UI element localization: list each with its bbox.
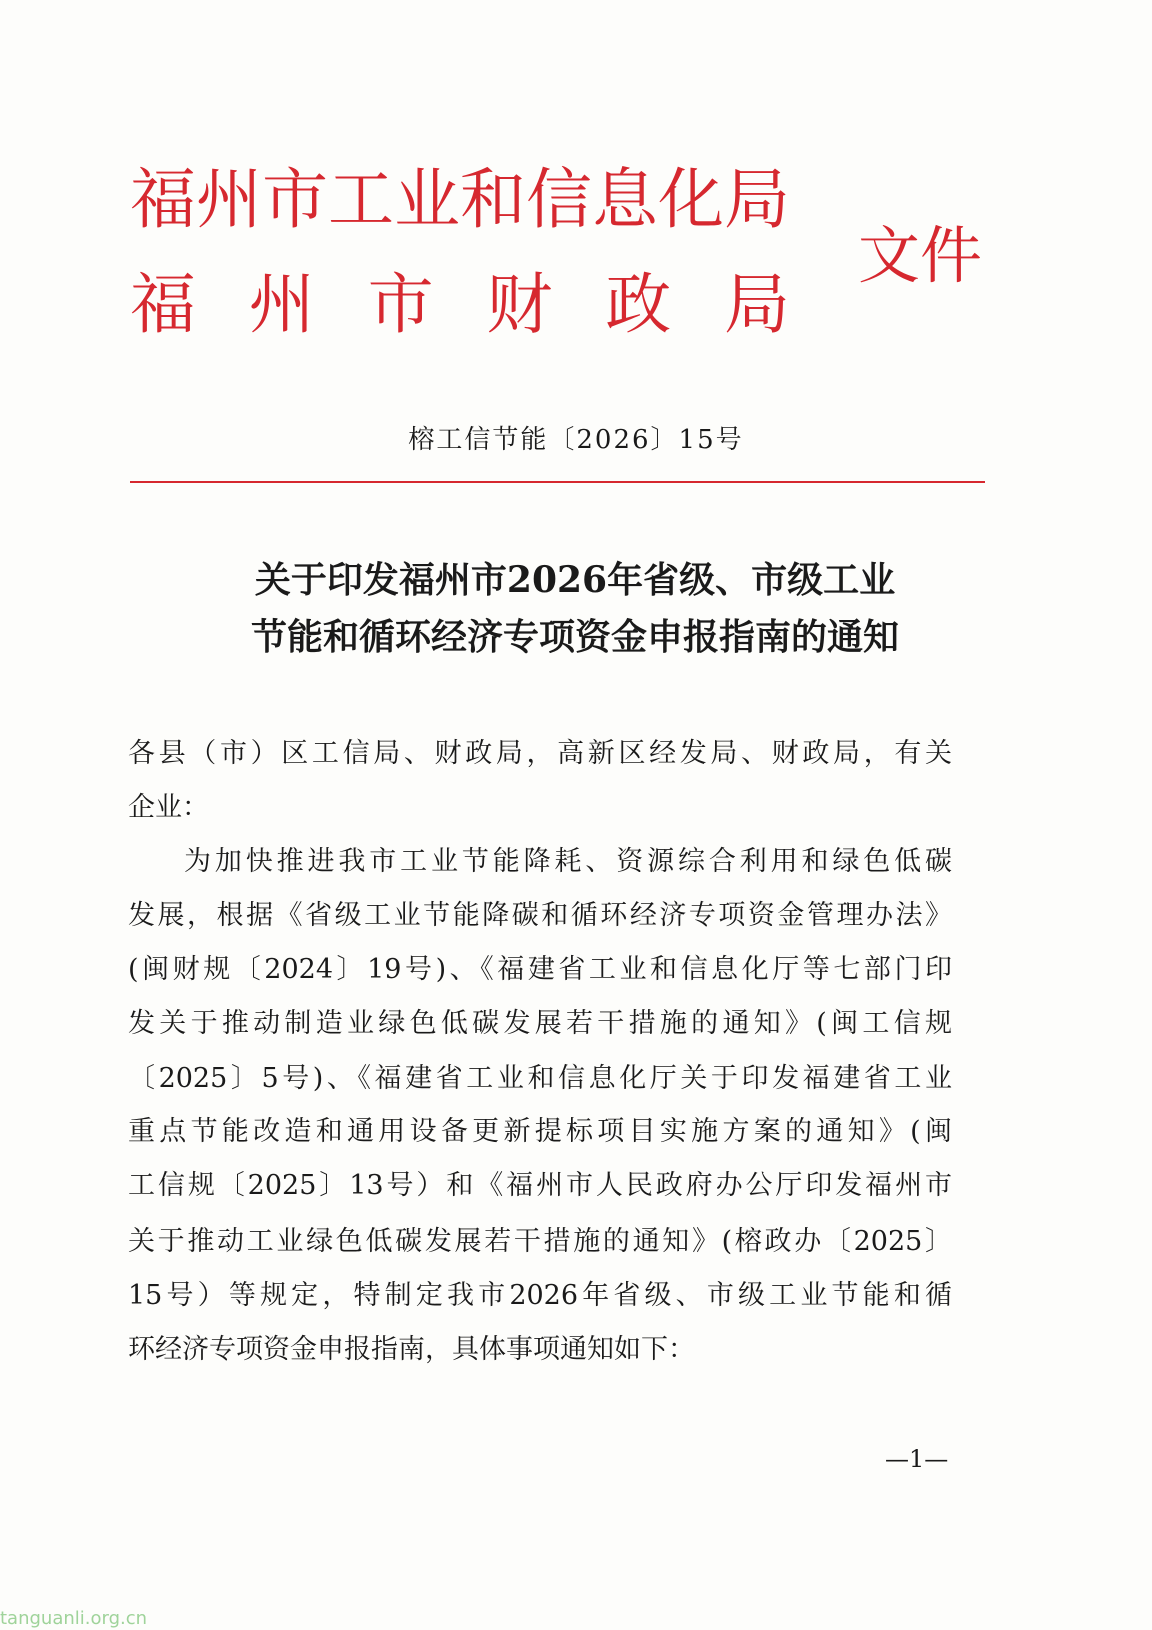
body-line: 重点节能改造和通用设备更新提标项目实施方案的通知》(闽: [128, 1116, 952, 1147]
document-title-line-1: 关于印发福州市2026年省级、市级工业: [254, 559, 896, 601]
body-line: 发展，根据《省级工业节能降碳和循环经济专项资金管理办法》: [128, 900, 952, 931]
document-title-line-2: 节能和循环经济专项资金申报指南的通知: [250, 616, 899, 658]
body-line: 发关于推动制造业绿色低碳发展若干措施的通知》(闽工信规: [128, 1008, 952, 1039]
body-line: (闽财规〔2024〕19号)、《福建省工业和信息化厅等七部门印: [128, 954, 952, 985]
document-suffix: 文件: [858, 219, 983, 292]
body-line: 〔2025〕5号)、《福建省工业和信息化厅关于印发福建省工业: [128, 1063, 952, 1094]
body-line: 关于推动工业绿色低碳发展若干措施的通知》(榕政办〔2025〕: [128, 1226, 952, 1257]
body-line: 各县（市）区工信局、财政局，高新区经发局、财政局，有关: [128, 738, 952, 769]
watermark: tanguanli.org.cn: [0, 1608, 148, 1629]
page-number: —1—: [885, 1445, 949, 1473]
body-line: 工信规〔2025〕13号）和《福州市人民政府办公厅印发福州市: [128, 1170, 952, 1201]
red-divider: [130, 481, 985, 483]
body-line: 企业：: [128, 792, 209, 823]
body-line: 15号）等规定，特制定我市2026年省级、市级工业节能和循: [128, 1280, 952, 1311]
issuer-name-2: 福州市财政局: [130, 266, 790, 343]
body-line: 为加快推进我市工业节能降耗、资源综合利用和绿色低碳: [184, 846, 952, 877]
document-number: 榕工信节能〔2026〕15号: [408, 425, 744, 455]
body-line: 环经济专项资金申报指南，具体事项通知如下：: [128, 1334, 695, 1365]
issuer-name-1: 福州市工业和信息化局: [130, 161, 790, 238]
